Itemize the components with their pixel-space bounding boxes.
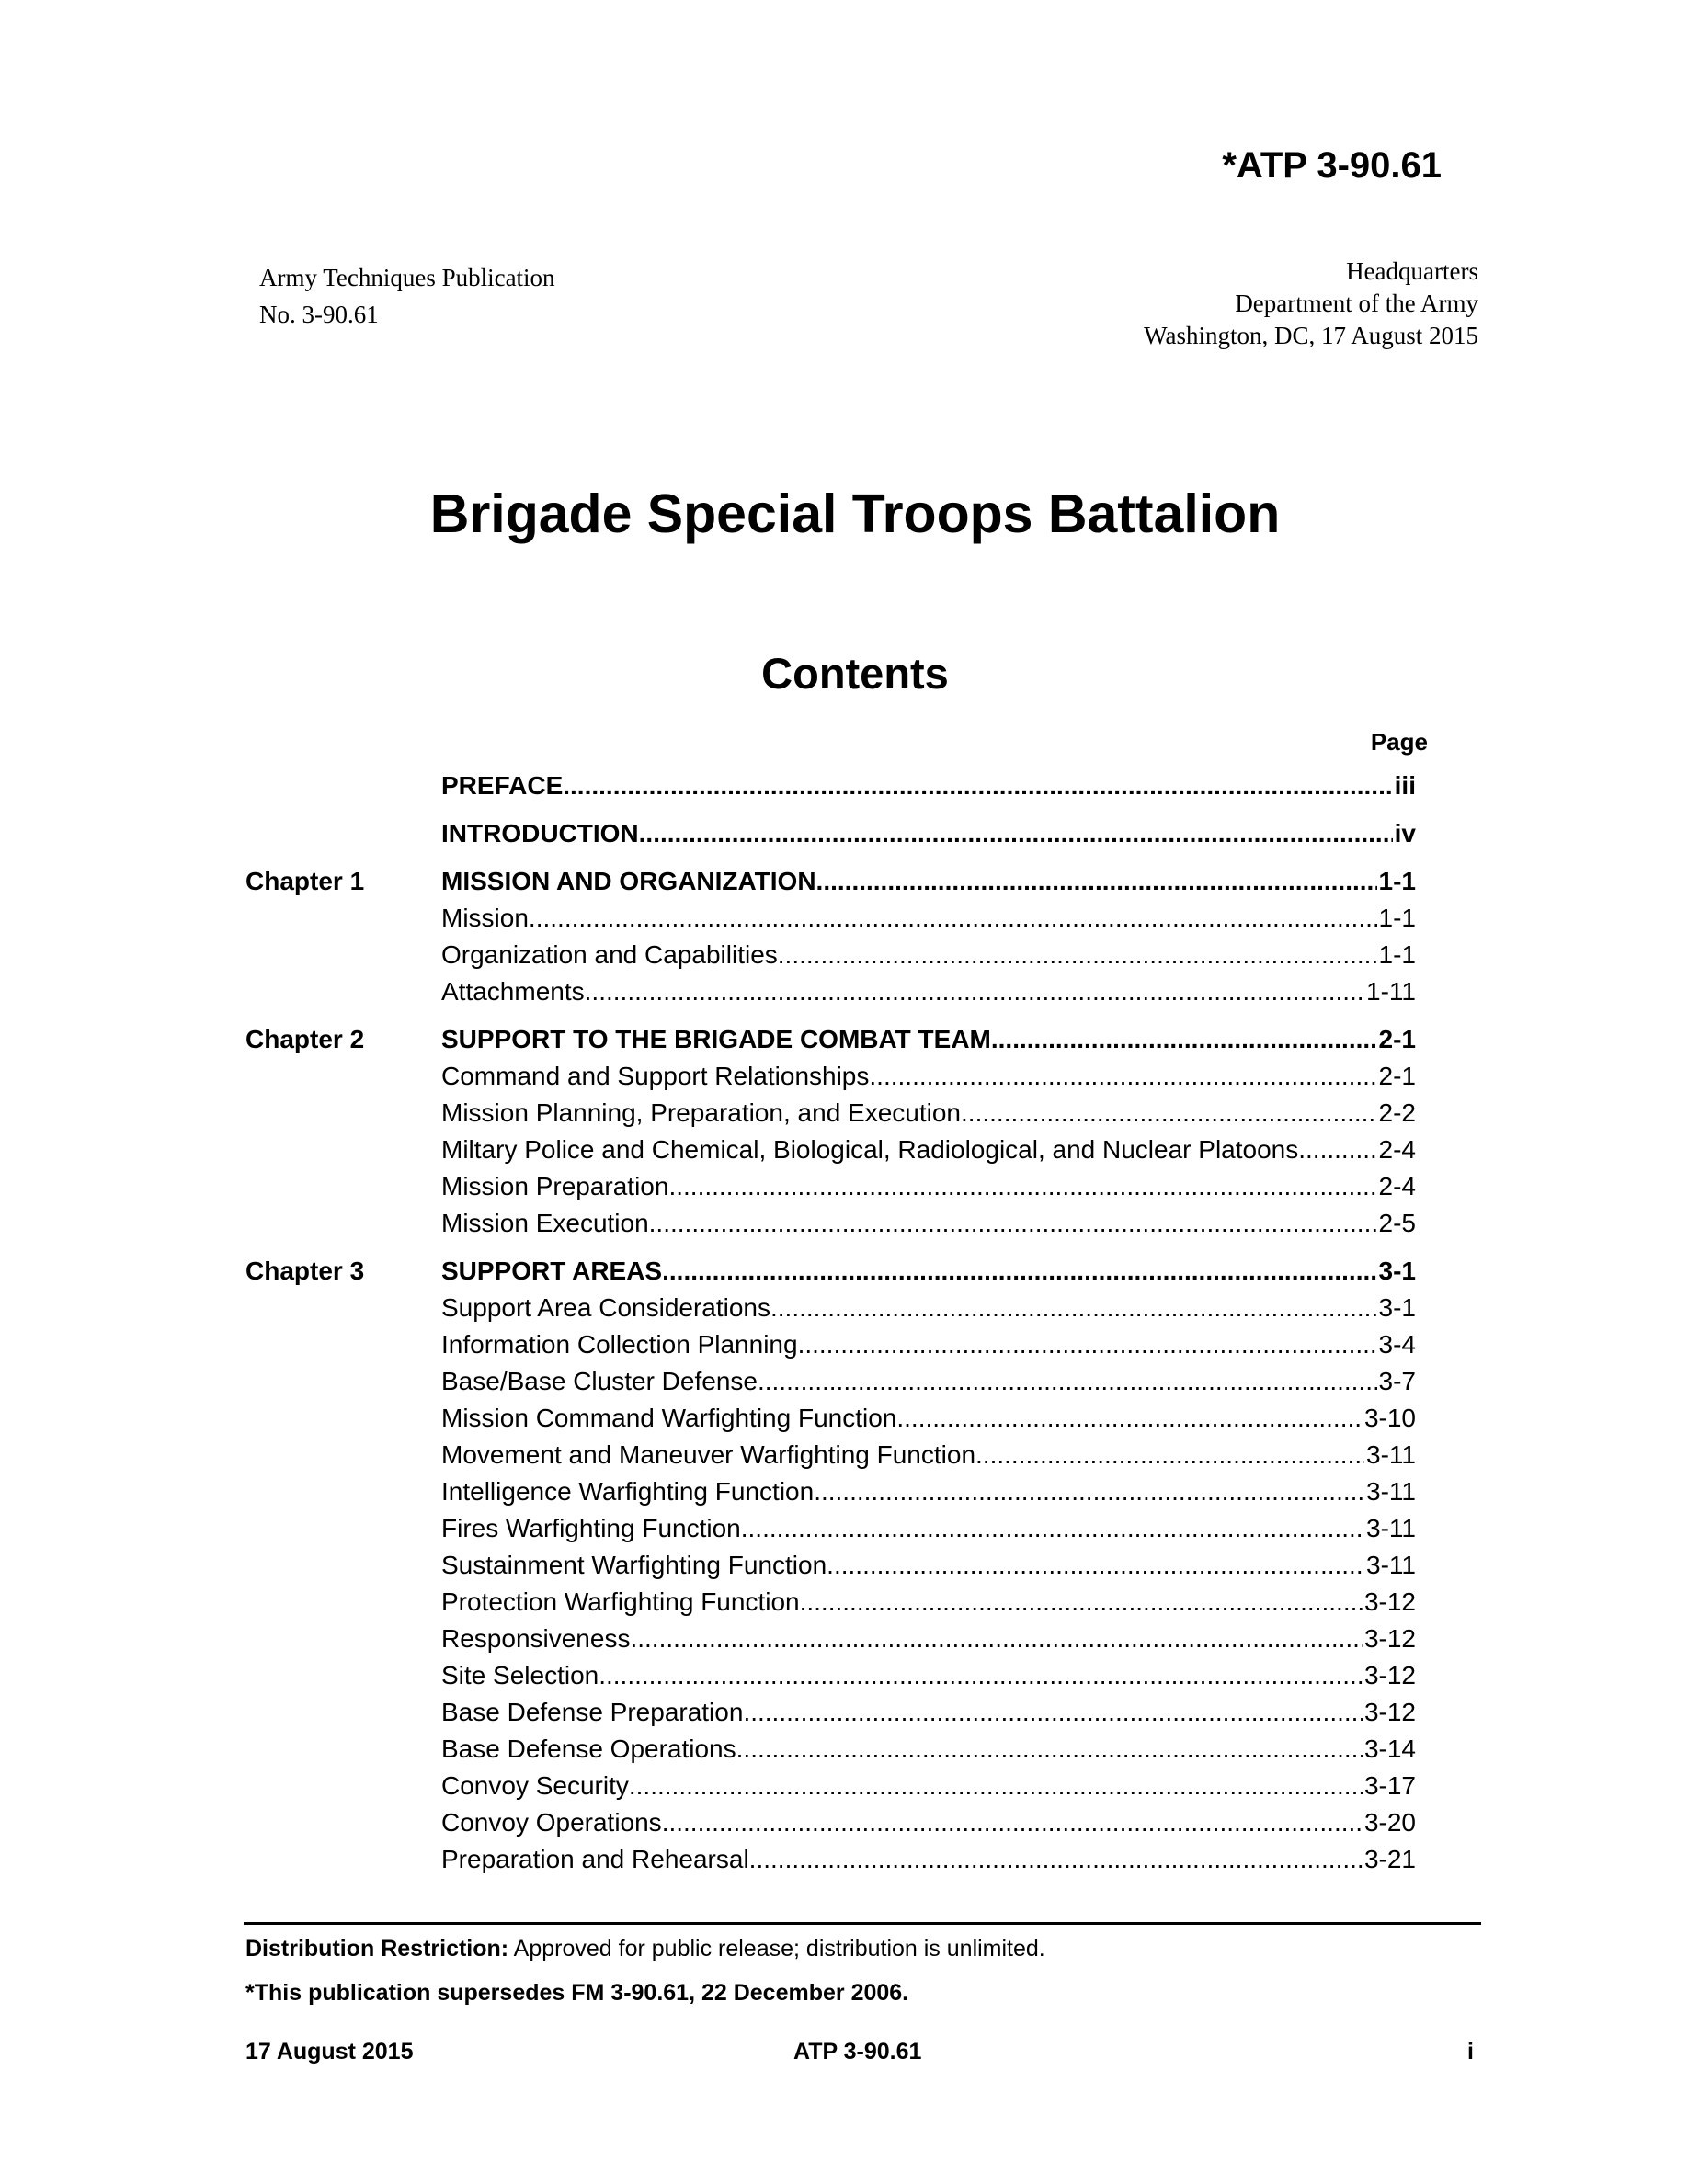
- toc-dot-leader: [1298, 1132, 1376, 1168]
- toc-entry: [441, 1841, 1416, 1878]
- toc-row[interactable]: [0, 1731, 1688, 1768]
- toc-row[interactable]: [0, 1473, 1688, 1510]
- toc-entry-page: 1-11: [1366, 977, 1416, 1006]
- toc-entry: [441, 1804, 1416, 1841]
- hq-line-1: Headquarters: [1346, 257, 1478, 285]
- toc-row[interactable]: [0, 815, 1688, 852]
- toc-entry-page: 1-1: [1378, 904, 1416, 932]
- toc-entry-page: 3-11: [1366, 1551, 1416, 1579]
- toc-row[interactable]: [0, 1058, 1688, 1095]
- toc-entry: [441, 1363, 1416, 1400]
- toc-entry: [441, 1768, 1416, 1804]
- publication-number: No. 3-90.61: [259, 301, 379, 328]
- page-column-label: Page: [1370, 728, 1428, 756]
- divider: [244, 1922, 1481, 1925]
- toc-entry: [441, 1058, 1416, 1095]
- toc-row[interactable]: [0, 1768, 1688, 1804]
- toc-entry: [441, 1205, 1416, 1242]
- toc-entry: [441, 973, 1416, 1010]
- toc-entry: [441, 768, 1416, 804]
- toc-entry-page: iii: [1394, 771, 1416, 800]
- toc-entry-page: 3-7: [1378, 1367, 1416, 1395]
- publication-type: Army Techniques Publication: [259, 264, 555, 291]
- contents-heading: Contents: [761, 649, 949, 698]
- footer-document-id: ATP 3-90.61: [793, 2039, 922, 2065]
- toc-dot-leader: [816, 863, 1377, 900]
- toc-dot-leader: [599, 1657, 1363, 1694]
- table-of-contents: [0, 768, 1688, 1878]
- toc-dot-leader: [585, 973, 1364, 1010]
- headquarters-info: [1144, 256, 1478, 352]
- toc-entry-page: 3-11: [1366, 1440, 1416, 1469]
- toc-entry-page: 1-1: [1378, 940, 1416, 969]
- toc-entry-page: iv: [1394, 819, 1416, 847]
- toc-entry-title: Preparation and Rehearsal: [441, 1845, 749, 1873]
- toc-entry: [441, 1168, 1416, 1205]
- toc-dot-leader: [814, 1473, 1364, 1510]
- toc-entry-page: 3-12: [1363, 1587, 1416, 1616]
- toc-entry-title: MISSION AND ORGANIZATION: [441, 867, 816, 895]
- toc-entry-title: Mission: [441, 904, 529, 932]
- toc-entry-title: Base/Base Cluster Defense: [441, 1367, 758, 1395]
- toc-row[interactable]: [0, 1437, 1688, 1473]
- toc-row[interactable]: [0, 768, 1688, 804]
- toc-entry-page: 3-12: [1363, 1624, 1416, 1653]
- toc-dot-leader: [736, 1731, 1363, 1768]
- distribution-restriction: [245, 1936, 1045, 1962]
- toc-entry-title: Command and Support Relationships: [441, 1062, 870, 1090]
- supersedes-note: *This publication supersedes FM 3-90.61, 22 December 2006.: [245, 1980, 909, 2006]
- toc-entry-page: 2-4: [1378, 1172, 1416, 1200]
- toc-entry-title: Convoy Operations: [441, 1808, 662, 1837]
- toc-entry-page: 2-5: [1378, 1209, 1416, 1237]
- toc-dot-leader: [529, 900, 1377, 937]
- toc-row[interactable]: [0, 937, 1688, 973]
- toc-row[interactable]: [0, 1326, 1688, 1363]
- distribution-label: Distribution Restriction:: [245, 1936, 509, 1962]
- toc-chapter-label: Chapter 2: [245, 1025, 365, 1053]
- toc-entry-page: 3-11: [1366, 1514, 1416, 1542]
- toc-entry-title: Movement and Maneuver Warfighting Function: [441, 1440, 976, 1469]
- toc-dot-leader: [758, 1363, 1377, 1400]
- toc-entry-title: Convoy Security: [441, 1771, 629, 1800]
- toc-entry-title: Site Selection: [441, 1661, 599, 1689]
- toc-entry: [441, 815, 1416, 852]
- toc-dot-leader: [563, 768, 1392, 804]
- toc-entry-title: Intelligence Warfighting Function: [441, 1477, 815, 1506]
- toc-entry-page: 3-12: [1363, 1698, 1416, 1726]
- toc-row[interactable]: [0, 1621, 1688, 1657]
- document-id: *ATP 3-90.61: [1222, 145, 1442, 186]
- toc-entry-page: 3-14: [1363, 1735, 1416, 1763]
- toc-entry-title: Miltary Police and Chemical, Biological, Radiological, and Nuclear Platoons: [441, 1135, 1299, 1164]
- toc-dot-leader: [778, 937, 1377, 973]
- toc-entry-page: 2-1: [1378, 1025, 1416, 1053]
- toc-row[interactable]: [0, 1290, 1688, 1326]
- toc-row[interactable]: [0, 1168, 1688, 1205]
- toc-entry-page: 3-12: [1363, 1661, 1416, 1689]
- toc-entry: [441, 1095, 1416, 1132]
- toc-entry-title: Mission Execution: [441, 1209, 649, 1237]
- toc-row[interactable]: [0, 1205, 1688, 1242]
- toc-row[interactable]: [0, 863, 1688, 900]
- toc-entry-title: PREFACE: [441, 771, 564, 800]
- toc-row[interactable]: [0, 1253, 1688, 1290]
- toc-entry-page: 3-10: [1363, 1404, 1416, 1432]
- toc-entry-title: SUPPORT AREAS: [441, 1257, 663, 1285]
- toc-dot-leader: [800, 1584, 1363, 1621]
- toc-entry: [441, 1621, 1416, 1657]
- toc-entry-page: 2-2: [1378, 1098, 1416, 1127]
- toc-entry-page: 3-11: [1366, 1477, 1416, 1506]
- toc-chapter-label: Chapter 3: [245, 1257, 365, 1285]
- toc-entry: [441, 1400, 1416, 1437]
- toc-dot-leader: [662, 1804, 1363, 1841]
- toc-entry: [441, 863, 1416, 900]
- toc-entry-title: Mission Command Warfighting Function: [441, 1404, 897, 1432]
- toc-entry: [441, 1731, 1416, 1768]
- toc-entry-title: Mission Preparation: [441, 1172, 669, 1200]
- toc-entry-title: Organization and Capabilities: [441, 940, 778, 969]
- page-title: Brigade Special Troops Battalion: [429, 483, 1281, 544]
- distribution-text: Approved for public release; distribution is unlimited.: [508, 1936, 1045, 1962]
- toc-entry: [441, 1437, 1416, 1473]
- toc-dot-leader: [770, 1290, 1377, 1326]
- toc-dot-leader: [896, 1400, 1363, 1437]
- toc-dot-leader: [662, 1253, 1376, 1290]
- hq-line-3: Washington, DC, 17 August 2015: [1144, 322, 1478, 349]
- toc-dot-leader: [798, 1326, 1377, 1363]
- toc-row[interactable]: [0, 1132, 1688, 1168]
- toc-row[interactable]: [0, 1400, 1688, 1437]
- toc-entry-title: Responsiveness: [441, 1624, 631, 1653]
- toc-entry-page: 3-21: [1363, 1845, 1416, 1873]
- toc-row[interactable]: [0, 1841, 1688, 1878]
- toc-chapter-label: Chapter 1: [245, 867, 365, 895]
- toc-dot-leader: [630, 1621, 1363, 1657]
- toc-row[interactable]: [0, 1095, 1688, 1132]
- footer-date: 17 August 2015: [245, 2039, 414, 2065]
- toc-dot-leader: [668, 1168, 1376, 1205]
- toc-row[interactable]: [0, 1694, 1688, 1731]
- toc-entry: [441, 1584, 1416, 1621]
- toc-entry-title: INTRODUCTION: [441, 819, 639, 847]
- toc-dot-leader: [639, 815, 1393, 852]
- toc-dot-leader: [649, 1205, 1377, 1242]
- toc-row[interactable]: [0, 1547, 1688, 1584]
- toc-entry-page: 2-4: [1378, 1135, 1416, 1164]
- toc-entry-page: 3-1: [1378, 1293, 1416, 1322]
- toc-dot-leader: [869, 1058, 1376, 1095]
- toc-entry-page: 1-1: [1378, 867, 1416, 895]
- toc-entry-title: SUPPORT TO THE BRIGADE COMBAT TEAM: [441, 1025, 991, 1053]
- toc-entry: [441, 1132, 1416, 1168]
- toc-entry-page: 2-1: [1378, 1062, 1416, 1090]
- toc-entry-title: Base Defense Preparation: [441, 1698, 744, 1726]
- toc-row[interactable]: [0, 1657, 1688, 1694]
- toc-row[interactable]: [0, 900, 1688, 937]
- toc-entry-page: 3-20: [1363, 1808, 1416, 1837]
- toc-entry-page: 3-17: [1363, 1771, 1416, 1800]
- toc-dot-leader: [975, 1437, 1364, 1473]
- toc-entry-title: Attachments: [441, 977, 585, 1006]
- toc-entry-title: Mission Planning, Preparation, and Execution: [441, 1098, 962, 1127]
- toc-entry-title: Fires Warfighting Function: [441, 1514, 741, 1542]
- toc-entry: [441, 1694, 1416, 1731]
- toc-entry: [441, 1253, 1416, 1290]
- toc-entry-title: Protection Warfighting Function: [441, 1587, 800, 1616]
- toc-row[interactable]: [0, 973, 1688, 1010]
- footer-page-number: i: [1467, 2039, 1474, 2065]
- toc-entry: [441, 937, 1416, 973]
- toc-entry-title: Sustainment Warfighting Function: [441, 1551, 827, 1579]
- toc-entry: [441, 1326, 1416, 1363]
- toc-entry-page: 3-1: [1378, 1257, 1416, 1285]
- toc-entry: [441, 1547, 1416, 1584]
- toc-dot-leader: [629, 1768, 1363, 1804]
- toc-dot-leader: [743, 1694, 1363, 1731]
- toc-row[interactable]: [0, 1804, 1688, 1841]
- toc-dot-leader: [961, 1095, 1377, 1132]
- toc-dot-leader: [827, 1547, 1364, 1584]
- toc-dot-leader: [741, 1510, 1364, 1547]
- toc-row[interactable]: [0, 1584, 1688, 1621]
- toc-entry: [441, 1290, 1416, 1326]
- toc-row[interactable]: [0, 1363, 1688, 1400]
- toc-entry: [441, 900, 1416, 937]
- hq-line-2: Department of the Army: [1235, 290, 1478, 317]
- toc-dot-leader: [991, 1021, 1377, 1058]
- toc-row[interactable]: [0, 1021, 1688, 1058]
- toc-entry-title: Information Collection Planning: [441, 1330, 798, 1359]
- toc-entry: [441, 1657, 1416, 1694]
- toc-row[interactable]: [0, 1510, 1688, 1547]
- toc-entry-title: Base Defense Operations: [441, 1735, 736, 1763]
- toc-entry: [441, 1021, 1416, 1058]
- toc-entry-title: Support Area Considerations: [441, 1293, 770, 1322]
- publication-info: [259, 259, 555, 333]
- toc-entry: [441, 1510, 1416, 1547]
- toc-entry: [441, 1473, 1416, 1510]
- toc-entry-page: 3-4: [1378, 1330, 1416, 1359]
- toc-dot-leader: [749, 1841, 1363, 1878]
